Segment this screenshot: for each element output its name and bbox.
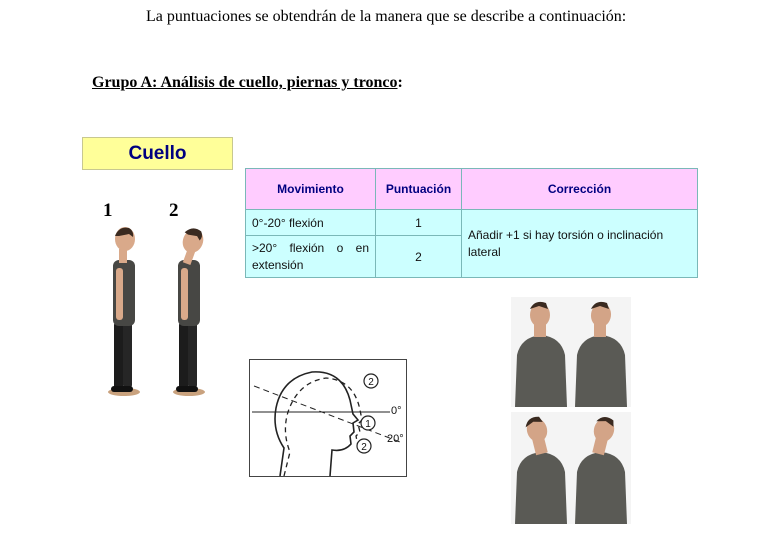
row-2-score: 2	[376, 236, 462, 278]
neck-score-table	[245, 168, 698, 278]
row-1-movement: 0°-20° flexión	[246, 210, 376, 236]
diagram-circle-label: 1	[365, 419, 371, 430]
diagram-angle-20-label: 20°	[387, 433, 404, 445]
intro-text: La puntuaciones se obtendrán de la manera que se describe a continuación:	[146, 8, 627, 25]
figure-number-2: 2	[169, 200, 179, 221]
figure-number-1: 1	[103, 200, 113, 221]
header-correccion: Corrección	[462, 169, 698, 210]
row-2-movement: >20° flexión o en extensión	[246, 236, 376, 278]
standing-person-neutral-figure	[101, 224, 145, 398]
table-row	[246, 210, 698, 236]
diagram-circle-label: 2	[368, 377, 374, 388]
header-movimiento: Movimiento	[246, 169, 376, 210]
diagram-circle-label: 2	[361, 442, 367, 453]
standing-person-flexed-neck-figure	[168, 224, 212, 398]
row-1-score: 1	[376, 210, 462, 236]
upper-body-lateral-inclination-figures	[511, 412, 631, 524]
header-puntuacion: Puntuación	[376, 169, 462, 210]
correction-cell: Añadir +1 si hay torsión o inclinación lateral	[462, 210, 698, 278]
group-title	[92, 74, 403, 92]
section-label-cuello: Cuello	[82, 137, 233, 170]
group-title-colon: :	[397, 74, 403, 91]
diagram-angle-0-label: 0°	[391, 405, 402, 417]
table-header-row	[246, 169, 698, 210]
neck-angle-drawing	[250, 360, 406, 476]
neck-angle-diagram	[249, 359, 407, 477]
upper-body-neck-extension-figures	[511, 297, 631, 407]
group-title-text: Grupo A: Análisis de cuello, piernas y tronco	[92, 74, 398, 91]
